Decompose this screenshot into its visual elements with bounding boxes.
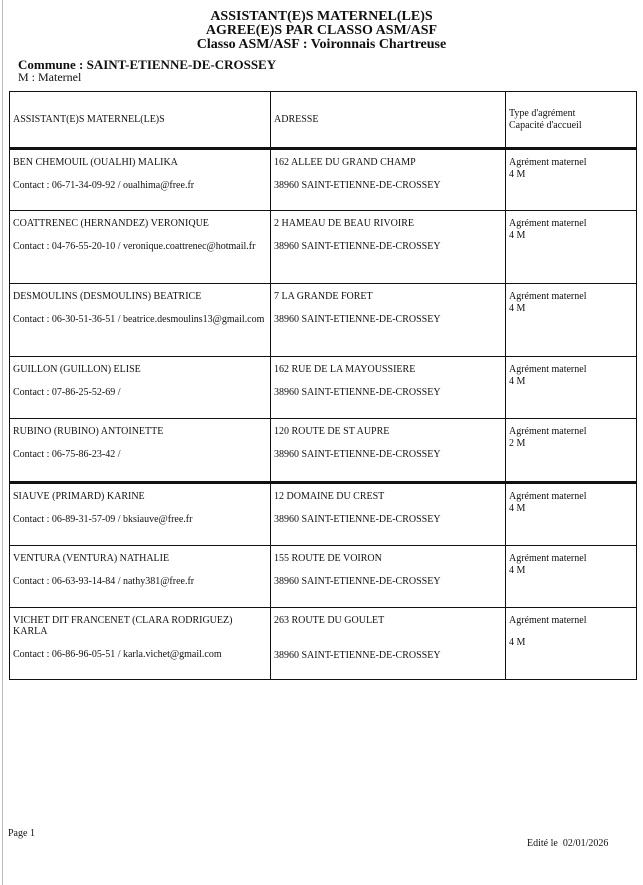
assistant-name: GUILLON (GUILLON) ELISE <box>13 364 141 375</box>
address-street: 155 ROUTE DE VOIRON <box>274 553 382 564</box>
title-line-2: AGREE(E)S PAR CLASSO ASM/ASF <box>205 23 438 38</box>
capacity: 4 M <box>509 376 526 387</box>
assistant-name: VENTURA (VENTURA) NATHALIE <box>13 553 170 564</box>
table-row <box>10 608 637 680</box>
agreement-type: Agrément maternel <box>509 157 587 168</box>
address-city: 38960 SAINT-ETIENNE-DE-CROSSEY <box>274 241 441 252</box>
table-row <box>10 546 637 608</box>
table-header <box>10 92 637 149</box>
address-city: 38960 SAINT-ETIENNE-DE-CROSSEY <box>274 387 441 398</box>
address-street: 120 ROUTE DE ST AUPRE <box>274 426 390 437</box>
page-edge <box>2 0 3 885</box>
agreement-type: Agrément maternel <box>509 291 587 302</box>
agreement-type: Agrément maternel <box>509 218 587 229</box>
address-street: 263 ROUTE DU GOULET <box>274 615 385 626</box>
assistant-contact: Contact : 04-76-55-20-10 / veronique.coattrenec@hotmail.fr <box>13 241 256 252</box>
assistants-table <box>9 91 637 680</box>
address-city: 38960 SAINT-ETIENNE-DE-CROSSEY <box>274 314 441 325</box>
column-header-type <box>506 92 637 149</box>
capacity: 4 M <box>509 637 526 648</box>
address-city: 38960 SAINT-ETIENNE-DE-CROSSEY <box>274 576 441 587</box>
table-row <box>10 211 637 284</box>
address-city: 38960 SAINT-ETIENNE-DE-CROSSEY <box>274 449 441 460</box>
capacity: 4 M <box>509 503 526 514</box>
commune-label: Commune : SAINT-ETIENNE-DE-CROSSEY <box>18 57 277 72</box>
address-city: 38960 SAINT-ETIENNE-DE-CROSSEY <box>274 650 441 661</box>
assistant-name: RUBINO (RUBINO) ANTOINETTE <box>13 426 164 437</box>
capacity: 2 M <box>509 438 526 449</box>
assistant-contact: Contact : 06-86-96-05-51 / karla.vichet@gmail.com <box>13 649 222 660</box>
capacity: 4 M <box>509 230 526 241</box>
capacity: 4 M <box>509 169 526 180</box>
capacity: 4 M <box>509 303 526 314</box>
table-row <box>10 483 637 546</box>
assistant-contact: Contact : 06-30-51-36-51 / beatrice.desmoulins13@gmail.com <box>13 314 265 325</box>
column-header-address: ADRESSE <box>271 92 506 149</box>
address-street: 7 LA GRANDE FORET <box>274 291 373 302</box>
agreement-type: Agrément maternel <box>509 491 587 502</box>
assistant-contact: Contact : 06-89-31-57-09 / bksiauve@free.fr <box>13 514 193 525</box>
address-city: 38960 SAINT-ETIENNE-DE-CROSSEY <box>274 514 441 525</box>
table-row <box>10 149 637 211</box>
table-row <box>10 284 637 357</box>
assistant-name: SIAUVE (PRIMARD) KARINE <box>13 491 145 502</box>
table-row <box>10 357 637 419</box>
address-street: 162 ALLEE DU GRAND CHAMP <box>274 157 416 168</box>
page-number: Page 1 <box>8 828 35 839</box>
column-header-name: ASSISTANT(E)S MATERNEL(LE)S <box>10 92 271 149</box>
agreement-type: Agrément maternel <box>509 426 587 437</box>
assistant-contact: Contact : 07-86-25-52-69 / <box>13 387 121 398</box>
address-city: 38960 SAINT-ETIENNE-DE-CROSSEY <box>274 180 441 191</box>
table-row <box>10 419 637 483</box>
address-street: 12 DOMAINE DU CREST <box>274 491 385 502</box>
capacity: 4 M <box>509 565 526 576</box>
assistant-name: VICHET DIT FRANCENET (CLARA RODRIGUEZ) KARLA <box>13 615 233 637</box>
address-street: 2 HAMEAU DE BEAU RIVOIRE <box>274 218 414 229</box>
assistant-name: BEN CHEMOUIL (OUALHI) MALIKA <box>13 157 178 168</box>
assistant-contact: Contact : 06-63-93-14-84 / nathy381@free.fr <box>13 576 195 587</box>
title-line-3: Classo ASM/ASF : Voironnais Chartreuse <box>196 37 447 52</box>
capacity-header: Capacité d'accueil <box>509 119 582 131</box>
assistant-contact: Contact : 06-71-34-09-92 / oualhima@free.fr <box>13 180 195 191</box>
edited-date: Edité le 02/01/2026 <box>527 838 609 849</box>
agreement-type: Agrément maternel <box>509 615 587 626</box>
legend-label: M : Maternel <box>18 70 82 84</box>
type-header: Type d'agrément <box>509 107 576 119</box>
agreement-type: Agrément maternel <box>509 364 587 375</box>
address-street: 162 RUE DE LA MAYOUSSIERE <box>274 364 416 375</box>
agreement-type: Agrément maternel <box>509 553 587 564</box>
assistant-name: DESMOULINS (DESMOULINS) BEATRICE <box>13 291 202 302</box>
assistant-contact: Contact : 06-75-86-23-42 / <box>13 449 121 460</box>
title-line-1: ASSISTANT(E)S MATERNEL(LE)S <box>210 9 433 24</box>
assistant-name: COATTRENEC (HERNANDEZ) VERONIQUE <box>13 218 209 229</box>
